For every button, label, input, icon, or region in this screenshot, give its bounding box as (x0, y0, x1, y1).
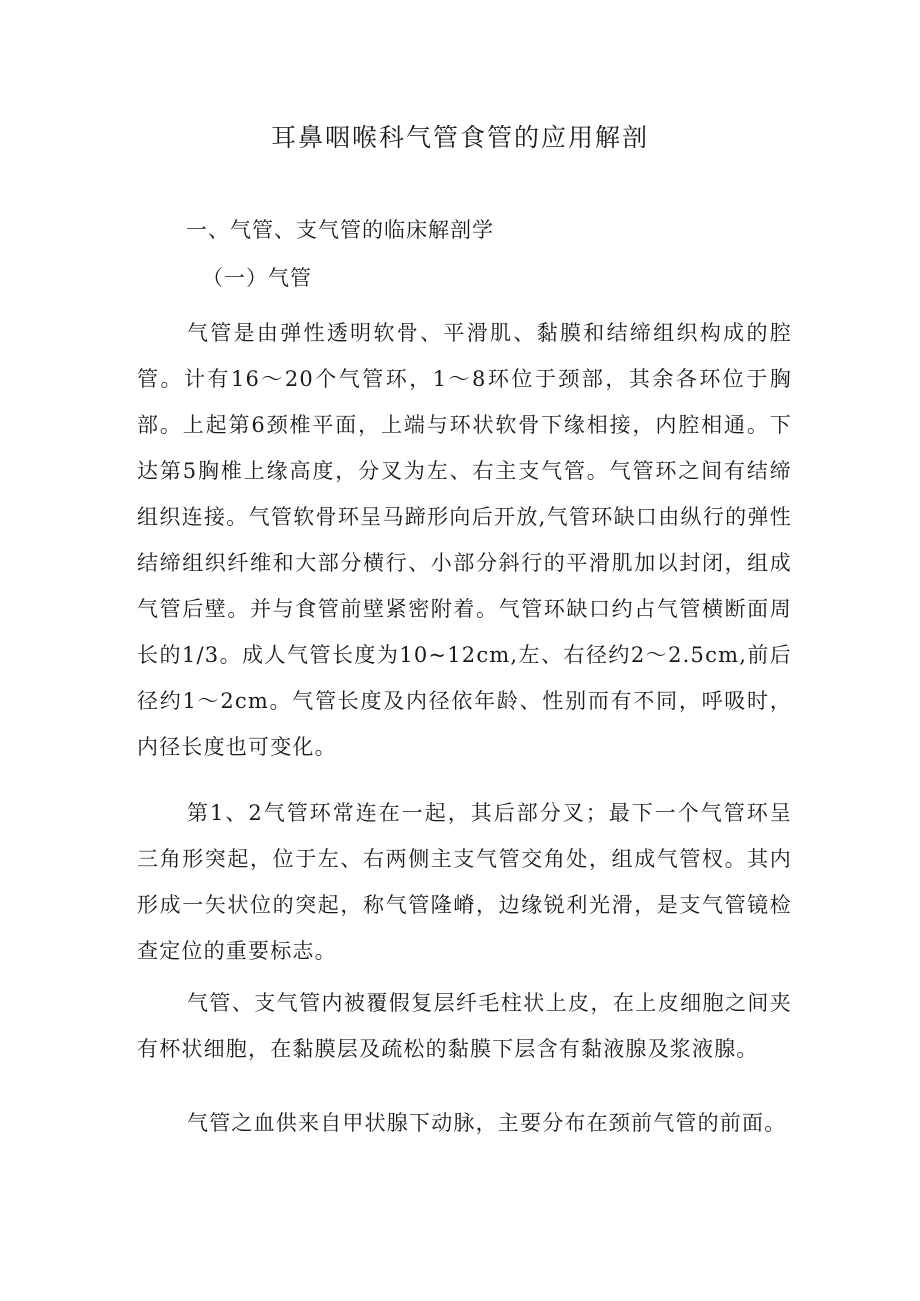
paragraph-trachea-structure: 气管是由弹性透明软骨、平滑肌、黏膜和结缔组织构成的腔管。计有16～20个气管环，1～8环位于颈部，其余各环位于胸部。上起第6颈椎平面，上端与环状软骨下缘相接，内腔相通。下达第5胸椎上缘高度，分叉为左、右主支气管。气管环之间有结缔组织连接。气管软骨环呈马蹄形向后开放,气管环缺口由纵行的弹性结缔组织纤维和大部分横行、小部分斜行的平滑肌加以封闭，组成气管后壁。并与食管前壁紧密附着。气管环缺口约占气管横断面周长的1/3。成人气管长度为10~12cm,左、右径约2～2.5cm,前后径约1～2cm。气管长度及内径依年龄、性别而有不同，呼吸时，内径长度也可变化。 (137, 321, 792, 759)
subsection-heading: （一）气管 (202, 266, 312, 290)
paragraph-tracheal-rings: 第1、2气管环常连在一起，其后部分叉；最下一个气管环呈三角形突起，位于左、右两侧主支气管交角处，组成气管杈。其内形成一矢状位的突起，称气管隆嵴，边缘锐利光滑，是支气管镜检查定位的重要标志。 (137, 801, 792, 963)
paragraph-blood-supply: 气管之血供来自甲状腺下动脉，主要分布在颈前气管的前面。 (187, 1111, 787, 1135)
section-heading: 一、气管、支气管的临床解剖学 (186, 218, 494, 242)
paragraph-epithelium: 气管、支气管内被覆假复层纤毛柱状上皮，在上皮细胞之间夹有杯状细胞，在黏膜层及疏松的黏膜下层含有黏液腺及浆液腺。 (137, 991, 792, 1061)
document-title: 耳鼻咽喉科气管食管的应用解剖 (270, 123, 649, 152)
